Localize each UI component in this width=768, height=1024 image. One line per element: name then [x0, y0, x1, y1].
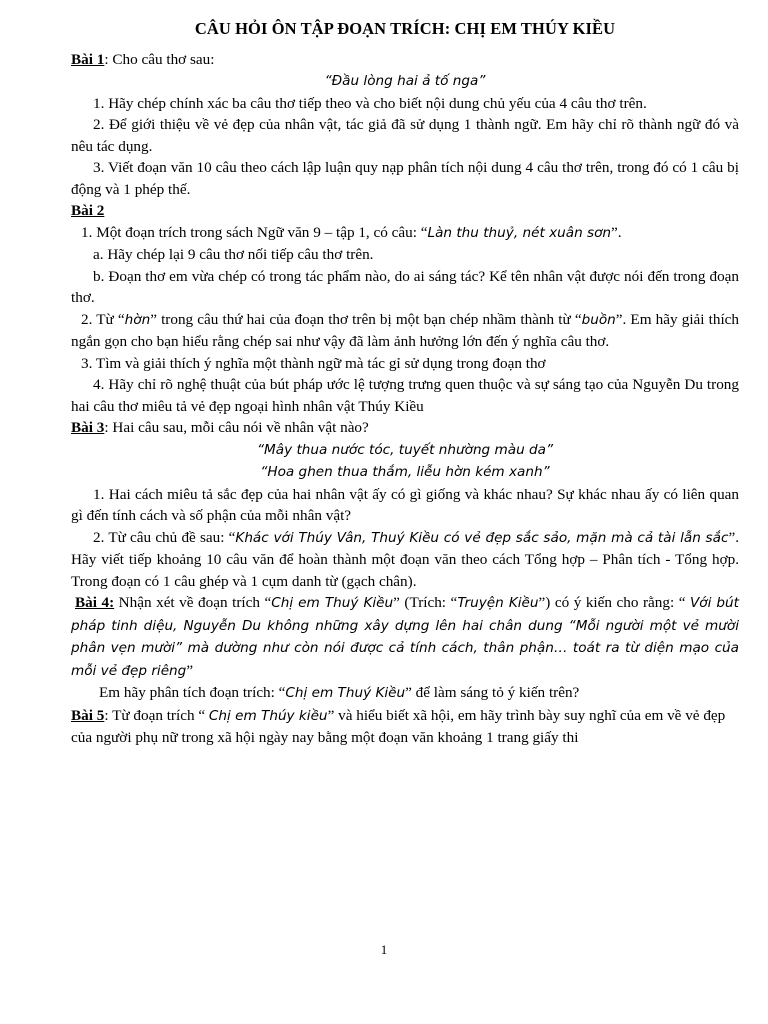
exercise-3-heading: Bài 3: [71, 419, 105, 436]
exercise-1: [71, 49, 739, 201]
exercise-3-question-1: 1. Hai cách miêu tả sắc đẹp của hai nhân vật ấy có gì giống và khác nhau? Sự khác nhau ấy có liên quan gì đến tính cách và số phận của mỗi nhân vật?: [71, 485, 739, 524]
document-title: CÂU HỎI ÔN TẬP ĐOẠN TRÍCH: CHỊ EM THÚY KIỀU: [194, 19, 616, 38]
exercise-1-question-1: 1. Hãy chép chính xác ba câu thơ tiếp theo và cho biết nội dung chủ yếu của 4 câu thơ trên.: [93, 94, 647, 112]
exercise-5: [71, 705, 739, 749]
exercise-3-intro: Bài 3: Hai câu sau, mỗi câu nói về nhân vật nào?: [71, 419, 369, 436]
exercise-1-quote: “Đầu lòng hai ả tố nga”: [324, 73, 486, 89]
exercise-2-question-2: 2. Từ “hờn” trong câu thứ hai của đoạn thơ trên bị một bạn chép nhầm thành từ “buồn”. Em hãy giải thích ngắn gọn cho bạn hiểu rằng chép sai như vậy đã làm ảnh hưởng lớn đến ý nghĩa câu thơ.: [71, 310, 739, 350]
document-page: [71, 18, 739, 749]
exercise-4-heading: Bài 4:: [75, 594, 115, 611]
exercise-2-question-4: 4. Hãy chỉ rõ nghệ thuật của bút pháp ước lệ tượng trưng quen thuộc và sự sáng tạo của Nguyễn Du trong hai câu thơ miêu tả vẻ đẹp ngoại hình nhân vật Thúy Kiều: [71, 376, 739, 415]
exercise-2-question-3: 3. Tìm và giải thích ý nghĩa một thành ngữ mà tác gỉ sử dụng trong đoạn thơ: [81, 354, 546, 372]
exercise-2-heading-line: [71, 200, 739, 222]
exercise-4: [71, 592, 739, 705]
exercise-1-intro: Bài 1: Cho câu thơ sau:: [71, 50, 215, 68]
exercise-4-text: Bài 4: Nhận xét về đoạn trích “Chị em Thuý Kiều” (Trích: “Truyện Kiều”) có ý kiến cho rằng: “ Với bút pháp tinh diệu, Nguyễn Du không những xây dựng lên hai chân dung “Mỗi người một vẻ mười phân vẹn mười” mà dường như còn nói được cả tính cách, thân phận… toát ra từ diện mạo của mỗi vẻ đẹp riêng”: [71, 594, 740, 679]
page-number: 1: [380, 942, 388, 957]
exercise-1-question-3: 3. Viết đoạn văn 10 câu theo cách lập luận quy nạp phân tích nội dung 4 câu thơ trên, trong đó có 1 câu bị động và 1 phép thế.: [71, 159, 739, 198]
exercise-1-heading: Bài 1: [71, 50, 105, 68]
exercise-2-heading: Bài 2: [71, 202, 105, 219]
exercise-2-question-1b: b. Đoạn thơ em vừa chép có trong tác phẩm nào, do ai sáng tác? Kể tên nhân vật được nói đến trong đoạn thơ.: [71, 267, 739, 306]
exercise-2-question-1: 1. Một đoạn trích trong sách Ngữ văn 9 – tập 1, có câu: “Làn thu thuỷ, nét xuân sơn”.: [81, 223, 622, 241]
exercise-1-question-2: 2. Để giới thiệu về vẻ đẹp của nhân vật, tác giả đã sử dụng 1 thành ngữ. Em hãy chỉ rõ thành ngữ đó và nêu tác dụng.: [71, 116, 739, 155]
exercise-2-question-1a: a. Hãy chép lại 9 câu thơ nối tiếp câu thơ trên.: [93, 246, 374, 263]
exercise-5-heading: Bài 5: [71, 706, 105, 724]
exercise-2: [71, 200, 739, 417]
exercise-3: [71, 417, 739, 592]
exercise-4-ask: Em hãy phân tích đoạn trích: “Chị em Thuý Kiều” để làm sáng tỏ ý kiến trên?: [99, 684, 580, 701]
exercise-5-text: Bài 5: Từ đoạn trích “ Chị em Thúy kiều” và hiểu biết xã hội, em hãy trình bày suy nghĩ của em về vẻ đẹp của người phụ nữ trong xã hội ngày nay bằng một đoạn văn khoảng 1 trang giấy thi: [71, 706, 726, 746]
exercise-3-quote-2: “Hoa ghen thua thắm, liễu hờn kém xanh”: [260, 464, 550, 480]
exercise-3-question-2: 2. Từ câu chủ đề sau: “Khác với Thúy Vân, Thuý Kiều có vẻ đẹp sắc sảo, mặn mà cả tài lẫn sắc”. Hãy viết tiếp khoảng 10 câu văn để hoàn thành một đoạn văn theo cách Tổng hợp – Phân tích - Tổng hợp. Trong đoạn có 1 câu ghép và 1 cụm danh từ (gạch chân).: [71, 528, 739, 590]
exercise-3-quote-1: “Mây thua nước tóc, tuyết nhường màu da”: [256, 441, 554, 458]
